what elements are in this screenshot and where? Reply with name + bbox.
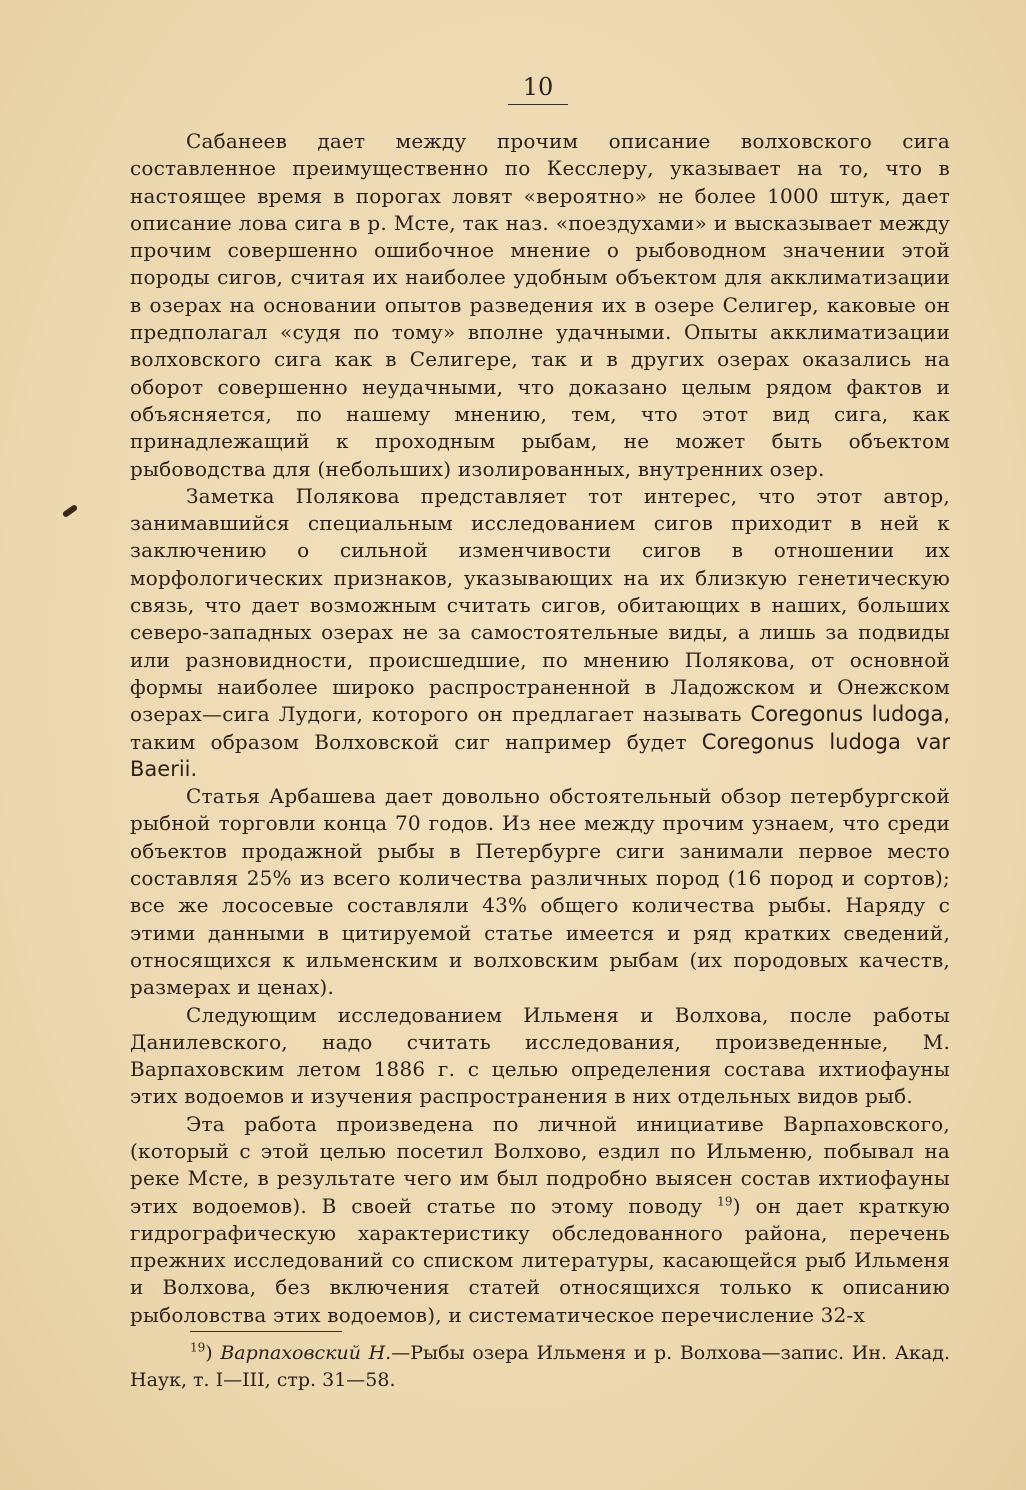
paragraph-2-text-a: Заметка Полякова представляет тот интерес, что этот автор, занимавшийся специальным исследованием сигов приходит в ней к заключению о сильной изменчивости сигов в отношении их морфологических признаков, указывающих на их близкую генетическую связь, что дает возможным считать сигов, обитающих в наших, больших северо-западных озерах не за самостоятельные виды, а лишь за подвиды или разновидности, происшедшие, по мнению Полякова, от основной формы наиболее широко распространенной в Ладожском и Онежском озерах—сига Лудоги, которого он предлагает называть [130, 483, 950, 727]
paragraph-4: Следующим исследованием Ильменя и Волхова, после работы Данилевского, надо считать исследования, произведенные, М. Варпаховским летом 1886 г. с целью определения состава ихтиофауны этих водоемов и изучения распространения в них отдельных видов рыб. [130, 1002, 950, 1109]
footnote-separator [190, 1331, 342, 1332]
paragraph-2-text-b: таким образом Волховской сиг например будет [130, 729, 687, 754]
footnote-reference[interactable]: 19 [717, 1193, 733, 1208]
body-text [130, 128, 950, 1329]
paragraph-3: Статья Арбашева дает довольно обстоятельный обзор петербургской рыбной торговли конца 70 годов. Из нее между прочим узнаем, что среди объектов продажной рыбы в Петербурге сиги занимали первое место составляя 25% из всего количества различных пород (16 пород и сортов); все же лососевые составляли 43% общего количества рыбы. Наряду с этими данными в цитируемой статье имеется и ряд кратких сведений, относящихся к ильменским и волховским рыбам (их породовых качеств, размерах и ценах). [130, 784, 950, 1000]
footnote: $^{19}$) Варпаховский Н.—Рыбы озера Ильменя и р. Волхова—запис. Ин. Акад. Наук, т. I—III, стр. 31—58. [130, 1340, 950, 1391]
page-number: 10 [522, 73, 554, 101]
paragraph-5 [130, 1111, 950, 1329]
footnote-mark: 19 [190, 1340, 206, 1355]
page-number-underline [508, 104, 568, 105]
paragraph-1: Сабанеев дает между прочим описание волховского сига составленное преимущественно по Кесслеру, указывает на то, что в настоящее время в порогах ловят «вероятно» не более 1000 штук, дает описание лова сига в р. Мсте, так наз. «поездухами» и высказывает между прочим совершенно ошибочное мнение о рыбоводном значении этой породы сигов, считая их наиболее удобным объектом для акклиматизации в озерах на основании опытов разведения их в озере Селигер, каковые он предполагал «судя по тому» вполне удачными. Опыты акклиматизации волховского сига как в Селигере, так и в других озерах оказались на оборот совершенно неудачными, что доказано целым рядом фактов и объясняется, по нашему мнению, тем, что этот вид сига, как принадлежащий к проходным рыбам, не может быть объектом рыбоводства для (небольших) изолированных, внутренних озер. [130, 129, 950, 481]
paragraph-2 [130, 483, 950, 783]
paragraph-5-text-a: Эта работа произведена по личной инициативе Варпаховского, (который с этой целью посетил Волхово, ездил по Ильменю, побывал на реке Мсте, в результате чего им был подробно выясен состав ихтиофауны этих водоемов). В своей статье по этому поводу [130, 1111, 950, 1218]
footnote-text: —Рыбы озера Ильменя и р. Волхова—запис. Ин. Акад. Наук, т. I—III, стр. 31—58. [130, 1342, 950, 1391]
latin-name-ludoga: Coregonus ludoga, [750, 702, 951, 727]
latin-name-baerii: Coregonus ludoga var Baerii. [130, 729, 950, 781]
ink-mark [62, 504, 79, 518]
footnote-author: Варпаховский Н. [220, 1342, 392, 1364]
paragraph-5-text-b: ) он дает краткую гидрографическую характеристику обследованного района, перечень прежних исследований со списком литературы, касающейся рыб Ильменя и Волхова, без включения статей относящихся только к описанию рыболовства этих водоемов), и систематическое перечисление 32-х [130, 1193, 950, 1327]
